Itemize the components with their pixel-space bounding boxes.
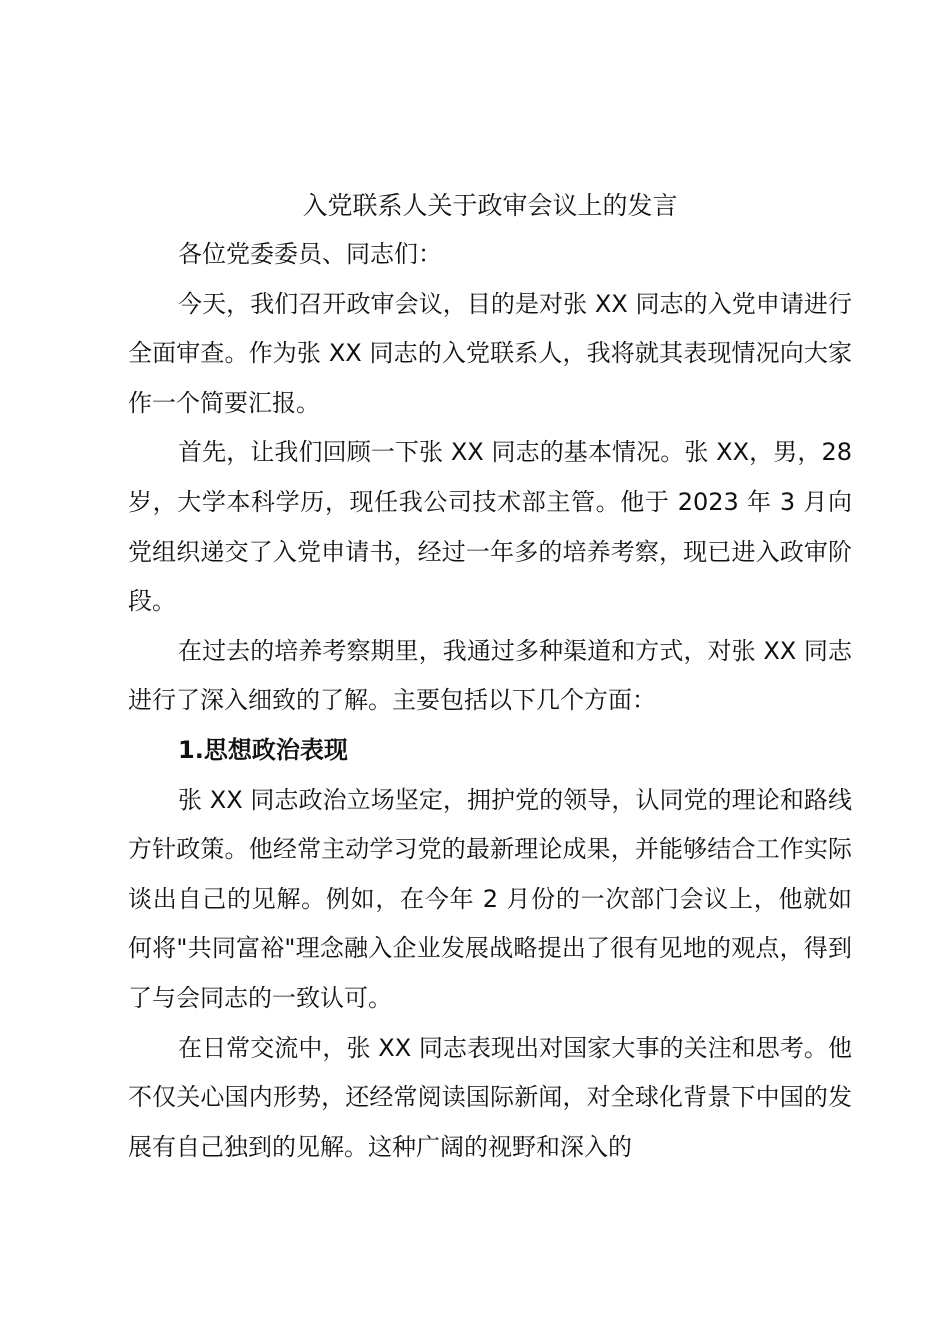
document-page	[128, 182, 852, 1172]
paragraph-basic-info: 首先，让我们回顾一下张 XX 同志的基本情况。张 XX，男，28 岁，大学本科学历，现任我公司技术部主管。他于 2023 年 3 月向党组织递交了入党申请书，经过一年多的培养考察，现已进入政审阶段。	[128, 438, 852, 616]
section-heading: 1.思想政治表现	[178, 735, 348, 764]
document-title: 入党联系人关于政审会议上的发言	[302, 191, 678, 220]
salutation: 各位党委委员、同志们：	[178, 240, 442, 268]
paragraph-intro: 今天，我们召开政审会议，目的是对张 XX 同志的入党申请进行全面审查。作为张 XX 同志的入党联系人，我将就其表现情况向大家作一个简要汇报。	[128, 289, 852, 417]
paragraph-investigation: 在过去的培养考察期里，我通过多种渠道和方式，对张 XX 同志进行了深入细致的了解。主要包括以下几个方面：	[128, 636, 852, 715]
paragraph-daily-communication: 在日常交流中，张 XX 同志表现出对国家大事的关注和思考。他不仅关心国内形势，还经常阅读国际新闻，对全球化背景下中国的发展有自己独到的见解。这种广阔的视野和深入的	[128, 1033, 852, 1161]
paragraph-political-stance: 张 XX 同志政治立场坚定，拥护党的领导，认同党的理论和路线方针政策。他经常主动学习党的最新理论成果，并能够结合工作实际谈出自己的见解。例如，在今年 2 月份的一次部门会议上，他就如何将"共同富裕"理念融入企业发展战略提出了很有见地的观点，得到了与会同志的一致认可。	[128, 785, 852, 1012]
